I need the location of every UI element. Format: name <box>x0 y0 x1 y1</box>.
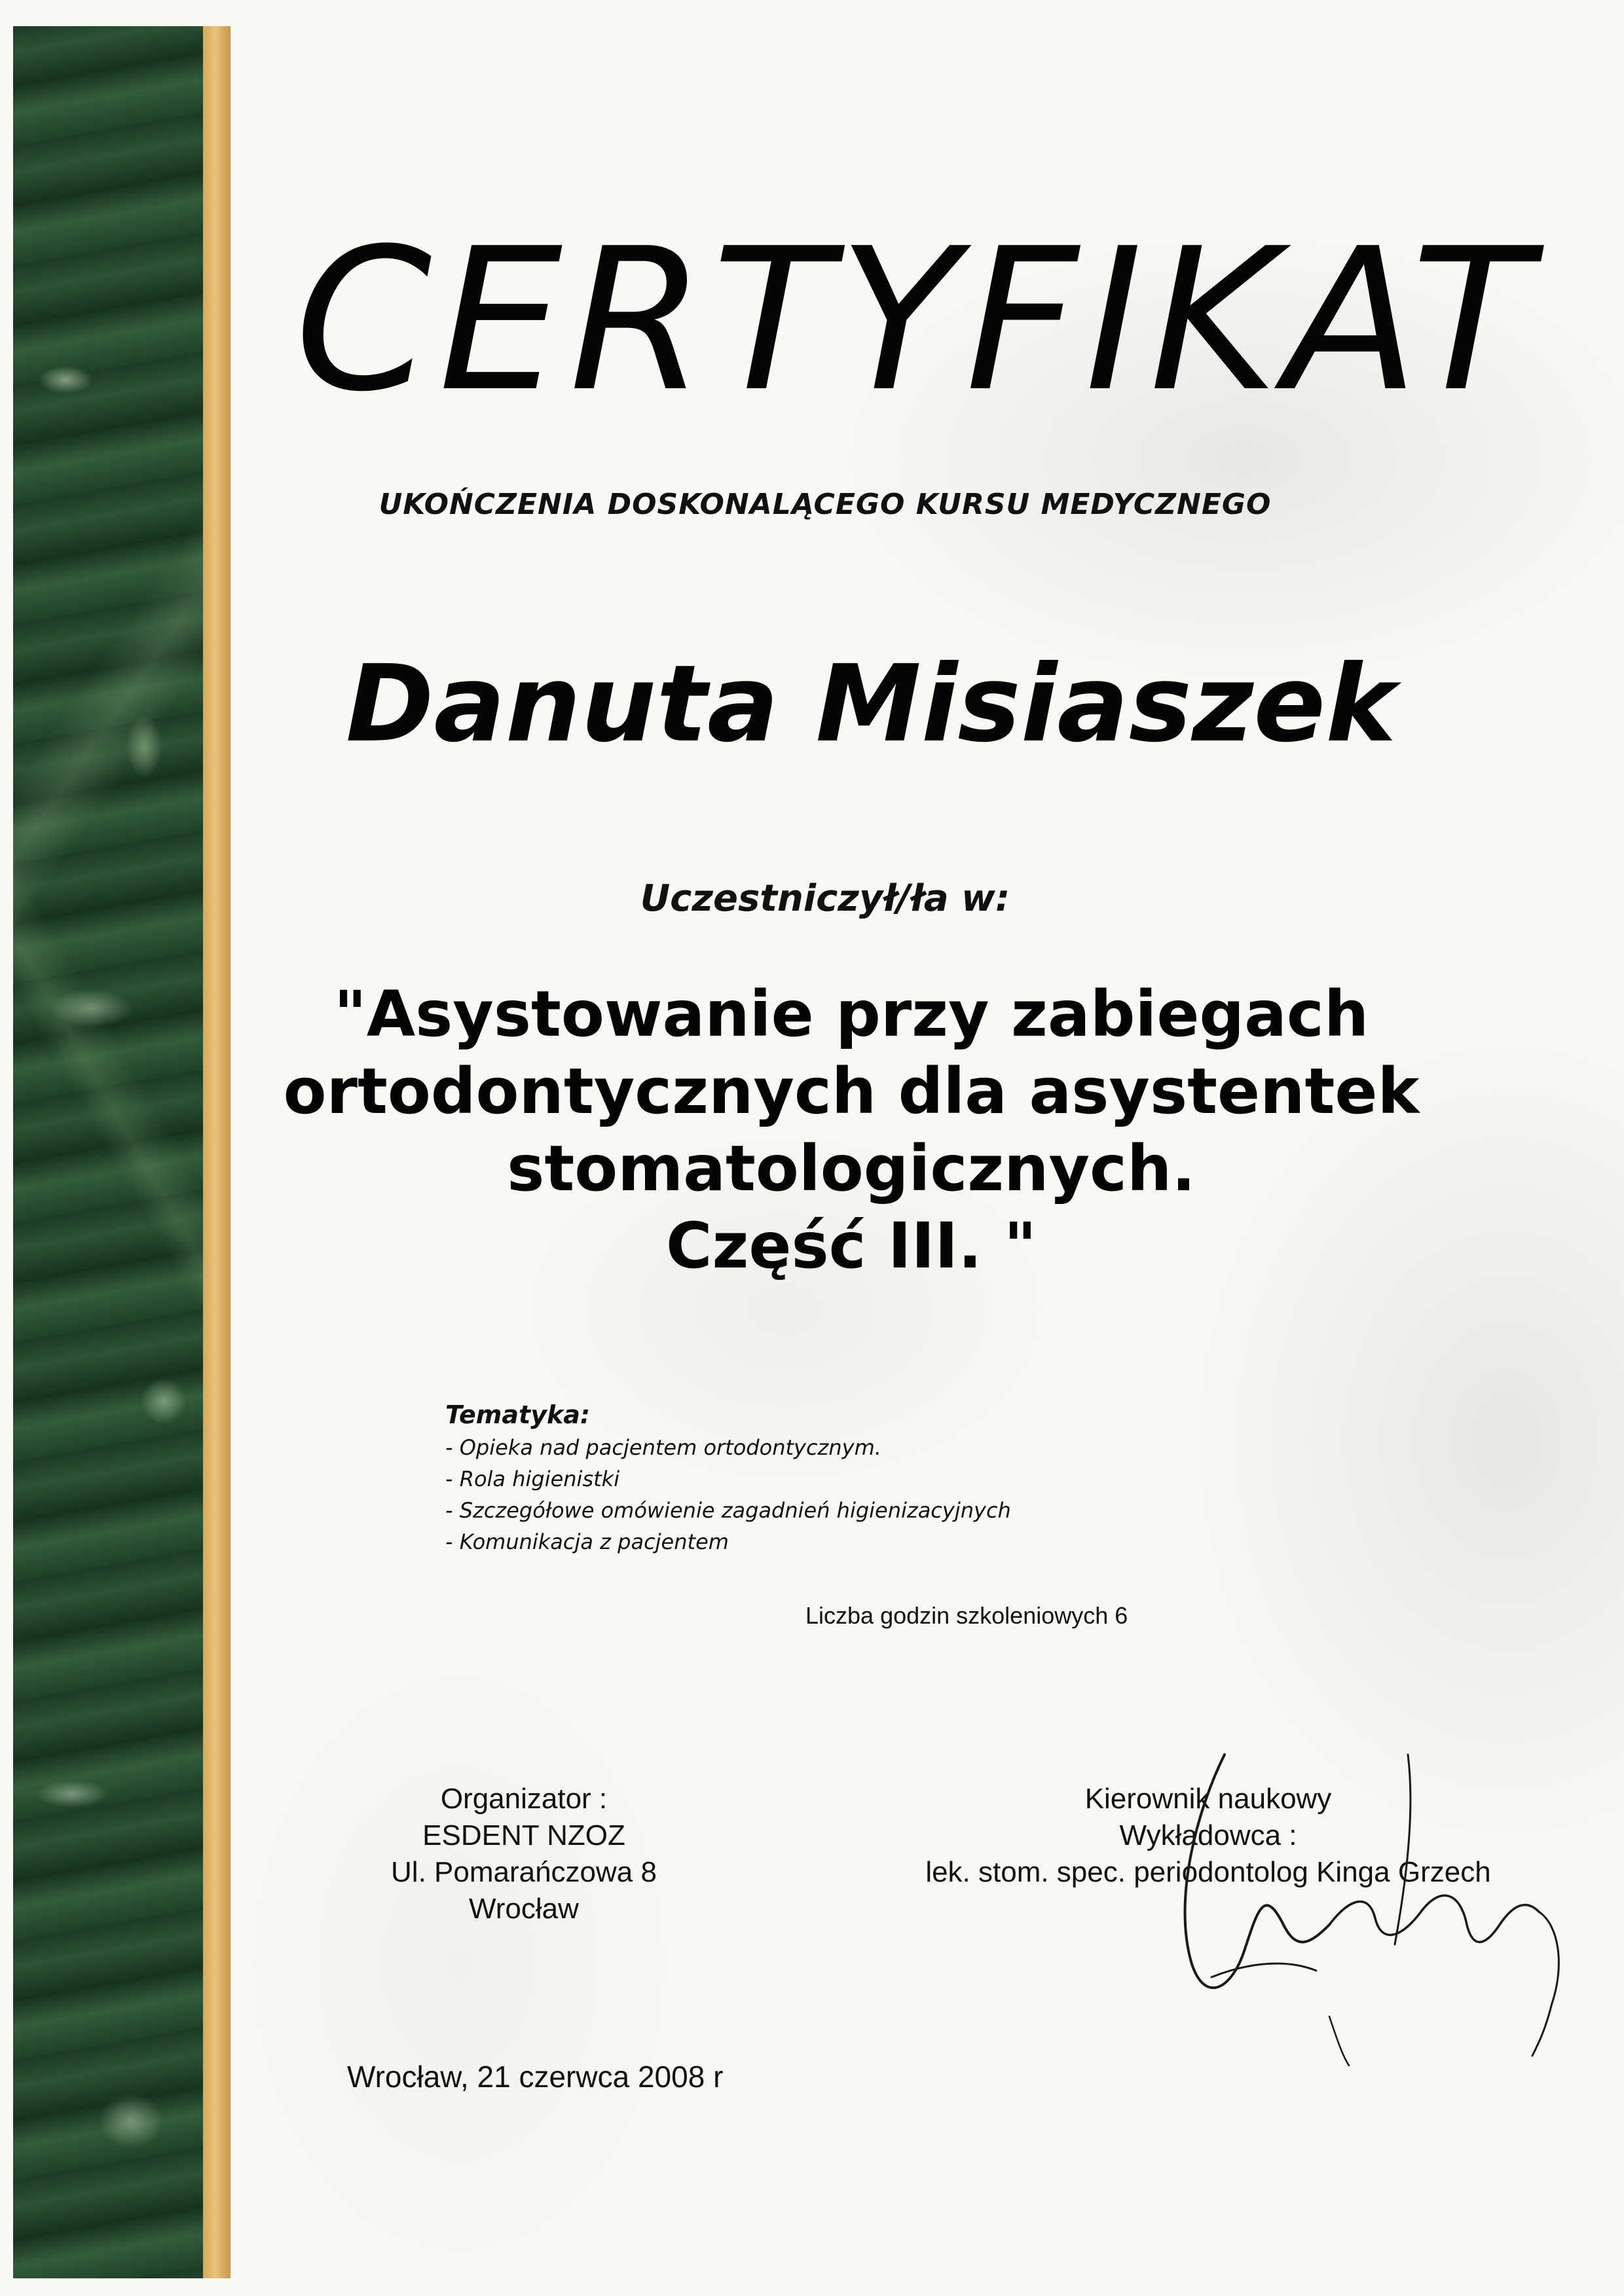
marble-border <box>13 26 203 2278</box>
handwritten-signature <box>1133 1728 1624 2069</box>
participated-label: Uczestniczył/ła w: <box>640 877 1010 920</box>
organizer-city: Wrocław <box>469 1893 579 1925</box>
certificate-content <box>249 0 1598 2296</box>
topics-section <box>445 1398 1231 1558</box>
certificate-subtitle: UKOŃCZENIA DOSKONALĄCEGO KURSU MEDYCZNEGO <box>378 488 1272 521</box>
topics-list <box>445 1432 1231 1558</box>
organizer-street: Ul. Pomarańczowa 8 <box>391 1856 657 1888</box>
organizer-label: Organizator : <box>440 1783 608 1815</box>
topic-item: - Opieka nad pacjentem ortodontycznym. <box>445 1435 881 1460</box>
course-title-line: stomatologicznych. <box>507 1132 1196 1205</box>
course-title-line: ortodontycznych dla asystentek <box>283 1055 1420 1128</box>
lecturer-label: Wykładowca : <box>1119 1819 1297 1851</box>
course-title-line: Część III. " <box>666 1209 1037 1283</box>
topic-item: - Rola higienistki <box>445 1467 620 1491</box>
gold-border <box>203 26 231 2278</box>
lecturer-name: lek. stom. spec. periodontolog Kinga Grzech <box>925 1856 1491 1888</box>
recipient-name: Danuta Misiaszek <box>346 643 1396 766</box>
organizer-name: ESDENT NZOZ <box>422 1819 625 1851</box>
organizer-block <box>354 1781 694 1927</box>
course-title-line: "Asystowanie przy zabiegach <box>333 977 1369 1051</box>
training-hours: Liczba godzin szkoleniowych 6 <box>805 1602 1128 1629</box>
topic-item: - Komunikacja z pacjentem <box>445 1529 729 1554</box>
supervisor-label: Kierownik naukowy <box>1084 1783 1332 1815</box>
topic-item: - Szczegółowe omówienie zagadnień higienizacyjnych <box>445 1498 1011 1523</box>
place-and-date: Wrocław, 21 czerwca 2008 r <box>347 2060 724 2094</box>
course-title <box>249 975 1454 1285</box>
certificate-title: CERTYFIKAT <box>295 206 1538 435</box>
topics-heading: Tematyka: <box>445 1400 591 1429</box>
